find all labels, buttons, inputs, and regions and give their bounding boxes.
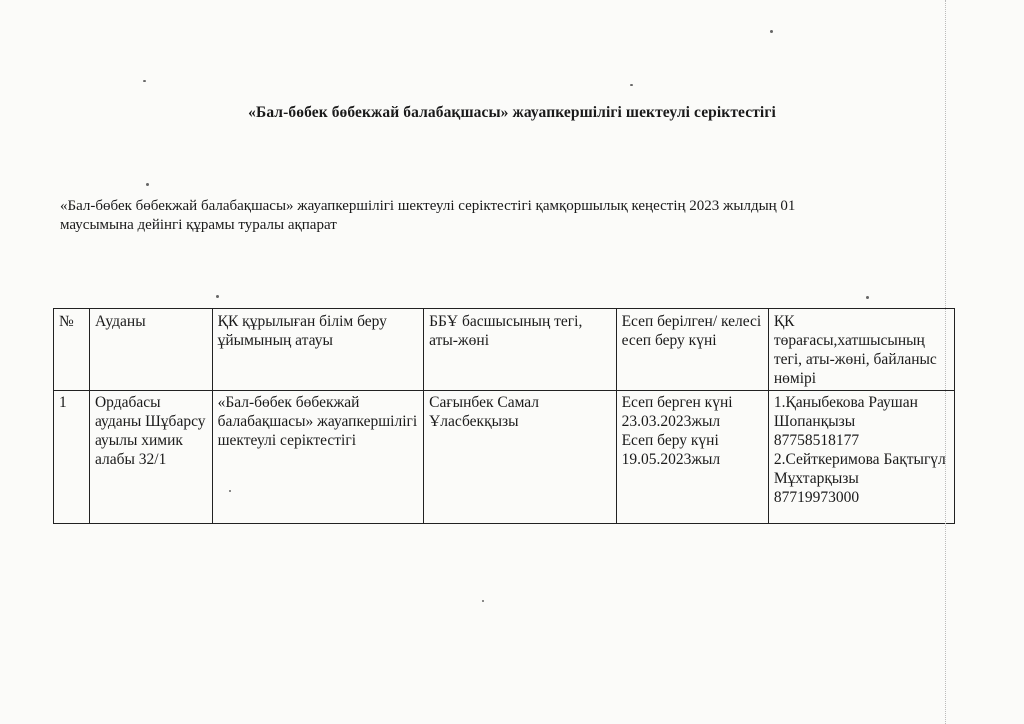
intro-paragraph	[60, 197, 960, 235]
header-number: №	[54, 309, 90, 391]
scan-edge-line	[944, 0, 946, 724]
scan-speck	[216, 295, 219, 298]
scan-speck	[630, 84, 633, 86]
scan-speck	[146, 183, 149, 186]
scan-speck	[770, 30, 773, 33]
cell-region: Ордабасы ауданы Шұбарсу ауылы химик алабы 32/1	[89, 391, 212, 524]
header-organization: ҚК құрылыған білім беру ұйымының атауы	[212, 309, 424, 391]
document-title: «Бал-бөбек бөбекжай балабақшасы» жауапкершілігі шектеулі серіктестігі	[248, 104, 776, 121]
scan-speck	[143, 80, 146, 82]
report-given-date: Есеп берген күні 23.03.2023жыл	[621, 394, 733, 430]
table-row	[54, 391, 955, 524]
table-header-row	[54, 309, 955, 391]
report-next-date: Есеп беру күні 19.05.2023жыл	[621, 432, 721, 468]
header-board-members: ҚК төрағасы,хатшысының тегі, аты-жөні, байланыс нөмірі	[768, 309, 954, 391]
board-member-1-phone: 87758518177	[773, 432, 860, 449]
scan-speck	[229, 490, 231, 492]
board-member-2-name: 2.Сейткеримова Бақтыгүл Мұхтарқызы	[773, 451, 946, 487]
scan-speck	[866, 296, 869, 299]
cell-report-dates	[616, 391, 768, 524]
intro-line-1: «Бал-бөбек бөбекжай балабақшасы» жауапкершілігі шектеулі серіктестігі қамқоршылық кеңестің 2023 жылдың 01	[60, 198, 796, 214]
header-report-dates: Есеп берілген/ келесі есеп беру күні	[616, 309, 768, 391]
board-composition-table	[53, 308, 955, 524]
board-member-2-phone: 87719973000	[773, 489, 860, 506]
header-region: Ауданы	[89, 309, 212, 391]
cell-director: Сағынбек Самал Ұласбекқызы	[424, 391, 616, 524]
cell-organization: «Бал-бөбек бөбекжай балабақшасы» жауапкершілігі шектеулі серіктестігі	[212, 391, 424, 524]
cell-board-members	[768, 391, 954, 524]
header-director: ББҰ басшысының тегі, аты-жөні	[424, 309, 616, 391]
cell-number: 1	[54, 391, 90, 524]
scan-speck	[482, 600, 484, 602]
board-member-1-name: 1.Қаныбекова Раушан Шопанқызы	[773, 394, 918, 430]
intro-line-2: маусымына дейінгі құрамы туралы ақпарат	[60, 217, 337, 233]
